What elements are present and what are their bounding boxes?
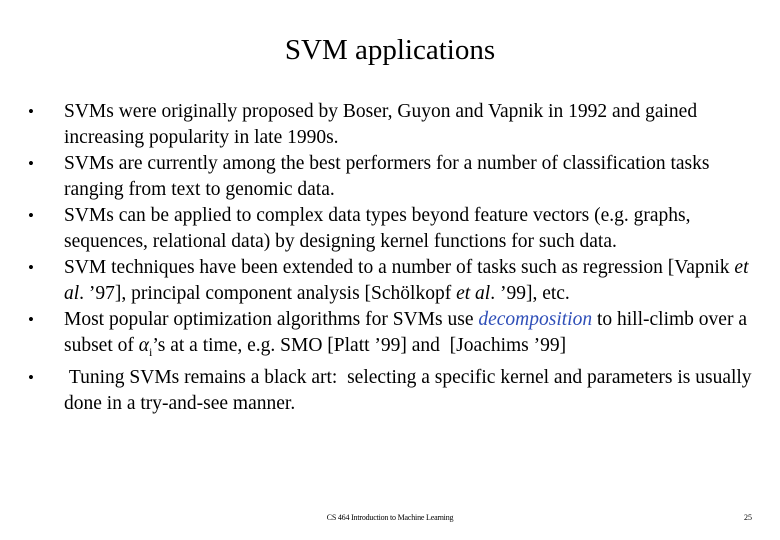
text-run: Most popular optimization algorithms for SVMs use bbox=[64, 309, 479, 330]
bullet-icon: • bbox=[28, 310, 34, 329]
bullet-item bbox=[28, 151, 768, 203]
text-run: SVM techniques have been extended to a number of tasks such as regression [Vapnik bbox=[64, 257, 735, 278]
bullet-text bbox=[64, 307, 768, 365]
slide-title: SVM applications bbox=[284, 34, 496, 66]
bullet-text: Tuning SVMs remains a black art: selecting a specific kernel and parameters is usually done in a try-and-see manner. bbox=[64, 366, 757, 414]
bullet-item bbox=[28, 307, 768, 365]
alpha-symbol: α bbox=[138, 335, 149, 356]
page-number: 25 bbox=[744, 513, 752, 522]
footer-course: CS 464 Introduction to Machine Learning bbox=[326, 513, 454, 522]
text-run: . ’97], principal component analysis [Schölkopf bbox=[79, 283, 457, 304]
bullet-text bbox=[64, 255, 768, 307]
bullet-text: SVMs are currently among the best performers for a number of classification tasks ranging from text to genomic data. bbox=[64, 153, 715, 200]
italic-et-al: et al bbox=[64, 257, 754, 304]
bullet-item bbox=[28, 99, 768, 151]
text-run: ’s at a time, e.g. SMO [Platt ’99] and [Joachims ’99] bbox=[152, 335, 567, 356]
bullet-item bbox=[28, 365, 768, 417]
bullet-icon: • bbox=[28, 367, 34, 387]
text-run: . ’99], etc. bbox=[490, 283, 570, 304]
bullet-icon: • bbox=[28, 102, 34, 121]
bullet-icon: • bbox=[28, 154, 34, 173]
bullet-icon: • bbox=[28, 258, 34, 277]
bullet-item bbox=[28, 255, 768, 307]
italic-et-al: et al bbox=[456, 283, 491, 304]
bullet-list bbox=[28, 99, 768, 417]
bullet-item bbox=[28, 203, 768, 255]
alpha-subscript: i bbox=[149, 344, 153, 359]
italic-decomposition: decomposition bbox=[478, 309, 593, 330]
bullet-icon: • bbox=[28, 206, 34, 225]
text-run: to hill-climb over a subset of bbox=[64, 309, 752, 356]
bullet-text: SVMs can be applied to complex data types beyond feature vectors (e.g. graphs, sequences, relational data) by designing kernel functions for such data. bbox=[64, 205, 696, 252]
bullet-text: SVMs were originally proposed by Boser, Guyon and Vapnik in 1992 and gained increasing popularity in late 1990s. bbox=[64, 101, 702, 148]
